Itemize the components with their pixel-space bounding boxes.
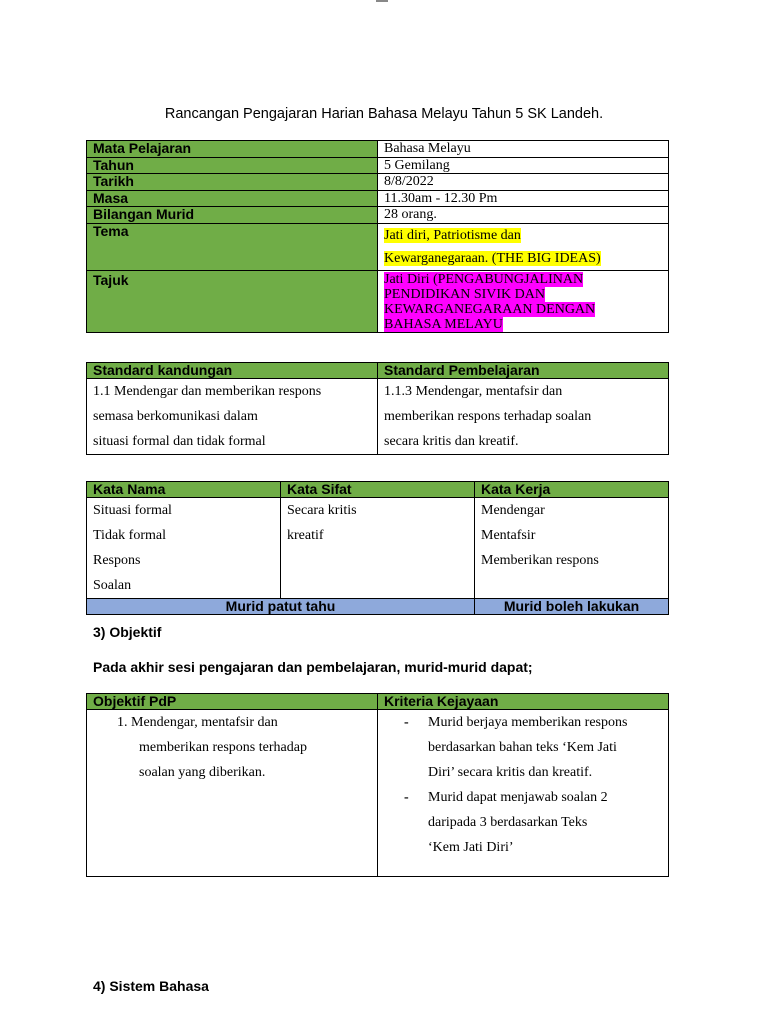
cell-line: semasa berkomunikasi dalam (93, 409, 258, 424)
cell-line: Soalan (93, 578, 132, 593)
info-value: 28 orang. (378, 207, 669, 224)
info-label: Tema (87, 224, 378, 271)
info-label: Tahun (87, 158, 378, 174)
section-3-heading: 3) Objektif (93, 624, 162, 640)
tajuk-line: Jati Diri (PENGABUNGJALINAN (384, 272, 584, 287)
dash-bullet: - (404, 790, 409, 805)
tema-line: Jati diri, Patriotisme dan (384, 228, 521, 243)
info-label: Tajuk (87, 271, 378, 333)
section-4-heading: 4) Sistem Bahasa (93, 978, 209, 994)
cell-line: daripada 3 berdasarkan Teks (428, 815, 588, 830)
info-table (86, 140, 669, 333)
murid-patut-tahu: Murid patut tahu (87, 599, 475, 615)
info-label: Bilangan Murid (87, 207, 378, 224)
tajuk-line: PENDIDIKAN SIVIK DAN (384, 287, 545, 302)
tajuk-value (378, 271, 669, 333)
cell-line: Memberikan respons (481, 553, 599, 568)
info-label: Masa (87, 191, 378, 207)
cell-line: soalan yang diberikan. (139, 765, 266, 780)
kata-nama-cell (87, 498, 281, 599)
info-label: Tarikh (87, 174, 378, 191)
cell-line: situasi formal dan tidak formal (93, 434, 266, 449)
kata-sifat-cell (281, 498, 475, 599)
standard-pembelajaran-header: Standard Pembelajaran (378, 363, 669, 379)
objektif-table (86, 693, 669, 877)
info-value: 11.30am - 12.30 Pm (378, 191, 669, 207)
tema-line: Kewarganegaraan. (THE BIG IDEAS) (384, 251, 601, 266)
cell-line: memberikan respons terhadap (139, 740, 307, 755)
murid-boleh-lakukan: Murid boleh lakukan (475, 599, 669, 615)
cell-line: 1. Mendengar, mentafsir dan (117, 715, 278, 730)
cell-line: 1.1.3 Mendengar, mentafsir dan (384, 384, 563, 399)
cell-line: ‘Kem Jati Diri’ (428, 840, 514, 855)
section-3-intro: Pada akhir sesi pengajaran dan pembelajaran, murid-murid dapat; (93, 659, 533, 675)
info-value: 5 Gemilang (378, 158, 669, 174)
tema-value (378, 224, 669, 271)
info-value: 8/8/2022 (378, 174, 669, 191)
tajuk-line: BAHASA MELAYU (384, 317, 503, 332)
standard-kandungan-cell (87, 379, 378, 455)
page-top-mark (376, 0, 388, 2)
standard-pembelajaran-cell (378, 379, 669, 455)
kata-kerja-cell (475, 498, 669, 599)
cell-line: kreatif (287, 528, 324, 543)
kata-kerja-header: Kata Kerja (475, 482, 669, 498)
standard-table (86, 362, 669, 455)
cell-line: secara kritis dan kreatif. (384, 434, 519, 449)
tajuk-line: KEWARGANEGARAAN DENGAN (384, 302, 596, 317)
cell-line: Mentafsir (481, 528, 536, 543)
dash-bullet: - (404, 715, 409, 730)
cell-line: Situasi formal (93, 503, 172, 518)
cell-line: berdasarkan bahan teks ‘Kem Jati (428, 740, 617, 755)
kata-table (86, 481, 669, 615)
standard-kandungan-header: Standard kandungan (87, 363, 378, 379)
cell-line: Respons (93, 553, 141, 568)
kriteria-item (378, 710, 668, 785)
document-title: Rancangan Pengajaran Harian Bahasa Melayu Tahun 5 SK Landeh. (164, 106, 604, 122)
objektif-cell (87, 710, 378, 877)
kriteria-header: Kriteria Kejayaan (378, 694, 669, 710)
cell-line: Tidak formal (93, 528, 166, 543)
cell-line: 1.1 Mendengar dan memberikan respons (93, 384, 322, 399)
cell-line: Diri’ secara kritis dan kreatif. (428, 765, 593, 780)
cell-line: memberikan respons terhadap soalan (384, 409, 592, 424)
kriteria-cell (378, 710, 669, 877)
cell-line: Secara kritis (287, 503, 357, 518)
info-value: Bahasa Melayu (378, 141, 669, 158)
info-label: Mata Pelajaran (87, 141, 378, 158)
kriteria-item (378, 785, 668, 860)
objektif-header: Objektif PdP (87, 694, 378, 710)
cell-line: Murid berjaya memberikan respons (428, 715, 628, 730)
kata-nama-header: Kata Nama (87, 482, 281, 498)
cell-line: Murid dapat menjawab soalan 2 (428, 790, 608, 805)
kata-sifat-header: Kata Sifat (281, 482, 475, 498)
cell-line: Mendengar (481, 503, 545, 518)
